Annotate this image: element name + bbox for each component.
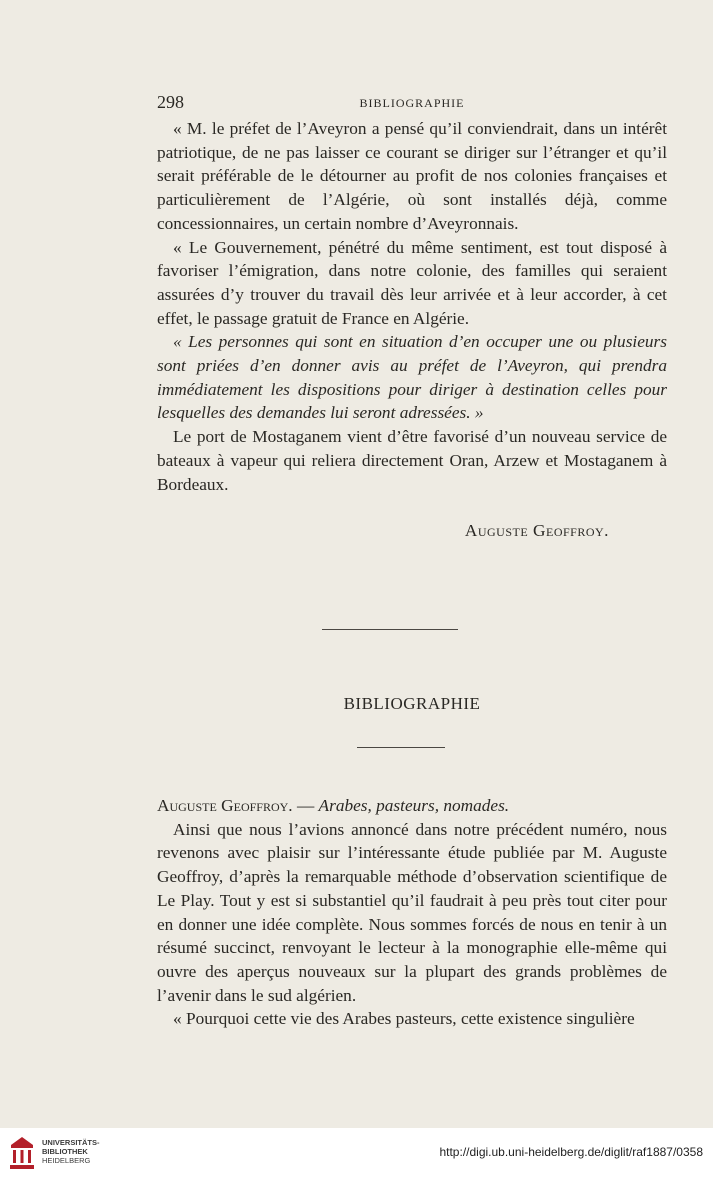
author-signature: Auguste Geoffroy. [464,521,609,541]
library-name-line1: UNIVERSITÄTS- [42,1138,100,1147]
title-underline-rule [357,747,445,748]
library-name-line3: HEIDELBERG [42,1156,91,1165]
article-continuation [157,117,667,543]
library-name [42,1138,100,1165]
separator-rule [322,629,458,630]
paragraph-prefect: « M. le préfet de l’Aveyron a pensé qu’il conviendrait, dans un intérêt patriotique, de ne pas laisser ce courant se diriger sur l’étranger et qu’il serait préférable de le détourner au profit de nos colonies françaises et particulièrement de l’Algérie, où sont installés déjà, comme concessionnaires, un certain nombre d’Aveyronnais. [157,119,667,233]
review-work-title: Arabes, pasteurs, nomades. [318,796,510,815]
review-section [157,794,667,1031]
review-dash: — [292,796,319,815]
running-head [157,92,667,114]
section-title: BIBLIOGRAPHIE [343,694,481,713]
review-paragraph-quote: « Pourquoi cette vie des Arabes pasteurs, cette existence singulière [173,1009,635,1029]
library-name-line2: BIBLIOTHEK [42,1147,88,1156]
paragraph-mostaganem: Le port de Mostaganem vient d’être favorisé d’un nouveau service de bateaux à vapeur qui reliera directement Oran, Arzew et Mostaganem à Bordeaux. [157,427,667,494]
paragraph-italic-notice: « Les personnes qui sont en situation d’en occuper une ou plusieurs sont priées d’en donner avis au préfet de l’Aveyron, qui prendra immédiatement les dispositions pour diriger à destination celles pour lesquelles des demandes lui seront adressées. » [157,332,667,423]
paragraph-government: « Le Gouvernement, pénétré du même sentiment, est tout disposé à favoriser l’émigration, dans notre colonie, des familles qui seraient assurées d’y trouver du travail dès leur arrivée et à leur accorder, à cet effet, le passage gratuit de France en Algérie. [157,237,667,328]
page-number: 298 [157,92,184,112]
permalink-url[interactable]: http://digi.ub.uni-heidelberg.de/diglit/raf1887/0358 [439,1145,703,1159]
review-paragraph-intro: Ainsi que nous l’avions annoncé dans notre précédent numéro, nous revenons avec plaisir sur l’intéressante étude publiée par M. Auguste Geoffroy, d’après la remarquable méthode d’observation scientifique de Le Play. Tout y est si substantiel qu’il faudrait à peu près tout citer pour en donner une idée complète. Nous sommes forcés de nous en tenir à un résumé succinct, renvoyant le lecteur à la monographie elle-même qui ouvre des aperçus nouveaux sur la plupart des grands problèmes de l’avenir dans le sud algérien. [157,819,667,1005]
running-title: BIBLIOGRAPHIE [359,96,465,110]
review-author: Auguste Geoffroy. [157,796,293,815]
footer-bar [0,1128,713,1179]
review-heading [157,794,667,818]
library-logo-icon[interactable] [8,1136,36,1170]
